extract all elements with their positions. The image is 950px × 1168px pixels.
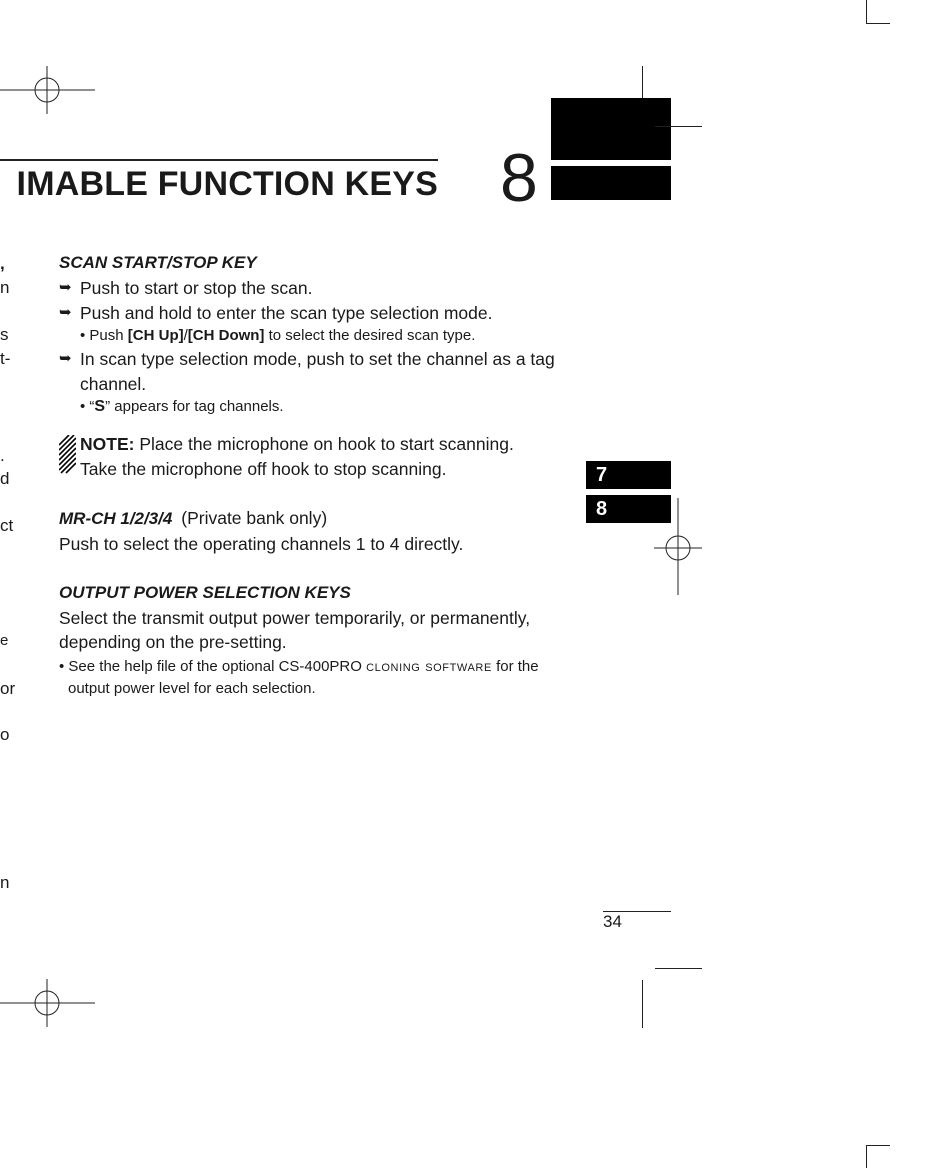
scan-item-1: ➥ Push to start or stop the scan. bbox=[59, 276, 559, 301]
scan-note: NOTE: Place the microphone on hook to start scanning. Take the microphone off hook to stop scanning. bbox=[59, 432, 559, 481]
mrch-heading-suffix: (Private bank only) bbox=[181, 508, 328, 528]
footer-vline bbox=[642, 980, 643, 1028]
note-hatch-icon bbox=[59, 435, 76, 475]
chapter-tab-8[interactable]: 8 bbox=[586, 495, 671, 523]
arrow-icon: ➥ bbox=[59, 303, 72, 321]
arrow-icon: ➥ bbox=[59, 350, 72, 367]
output-body: Select the transmit output power temporarily, or permanently, depending on the pre-setting. bbox=[59, 608, 531, 652]
output-bullet: • See the help file of the optional CS-400PRO cloning software for the output power level for each selection. bbox=[59, 658, 539, 697]
edge-fragment: n bbox=[0, 278, 10, 297]
edge-fragment: d bbox=[0, 469, 10, 488]
edge-fragment: . bbox=[0, 446, 5, 465]
chapter-number: 8 bbox=[500, 140, 538, 216]
mrch-body: Push to select the operating channels 1 to 4 directly. bbox=[59, 534, 464, 554]
scan-heading: SCAN START/STOP KEY bbox=[59, 253, 257, 272]
chapter-tab-7[interactable]: 7 bbox=[586, 461, 671, 489]
edge-fragment: ct bbox=[0, 516, 14, 535]
chapter-hline bbox=[655, 126, 702, 127]
mrch-heading: MR-CH 1/2/3/4 bbox=[59, 509, 173, 528]
registration-mark-top-left bbox=[0, 66, 100, 116]
edge-fragment: o bbox=[0, 725, 10, 744]
arrow-icon: ➥ bbox=[59, 279, 72, 296]
scan-item-2: ➥ Push and hold to enter the scan type selection mode. bbox=[59, 301, 559, 326]
edge-fragment: or bbox=[0, 679, 16, 698]
footer-hline bbox=[655, 968, 702, 969]
scan-item-2-sub: • Push [CH Up]/[CH Down] to select the desired scan type. bbox=[80, 327, 476, 344]
edge-fragment: , bbox=[0, 254, 5, 273]
edge-fragment: e bbox=[0, 632, 9, 649]
chapter-vline bbox=[642, 66, 643, 98]
mrch-heading-line bbox=[59, 506, 559, 532]
registration-mark-bottom-left bbox=[0, 979, 100, 1029]
main-content bbox=[59, 250, 559, 700]
chapter-block-bottom bbox=[551, 166, 671, 200]
page-number: 34 bbox=[603, 912, 622, 931]
edge-fragment: s bbox=[0, 325, 9, 344]
header-rule bbox=[0, 159, 438, 161]
scan-item-3: ➥ In scan type selection mode, push to set the channel as a tag channel. bbox=[59, 349, 555, 394]
output-heading: OUTPUT POWER SELECTION KEYS bbox=[59, 583, 351, 602]
edge-fragment: t- bbox=[0, 349, 11, 368]
chapter-block-top bbox=[551, 98, 671, 160]
edge-fragment: n bbox=[0, 873, 10, 892]
scan-item-3-sub: • “S” appears for tag channels. bbox=[80, 398, 284, 415]
page-title: IMABLE FUNCTION KEYS bbox=[16, 165, 438, 203]
